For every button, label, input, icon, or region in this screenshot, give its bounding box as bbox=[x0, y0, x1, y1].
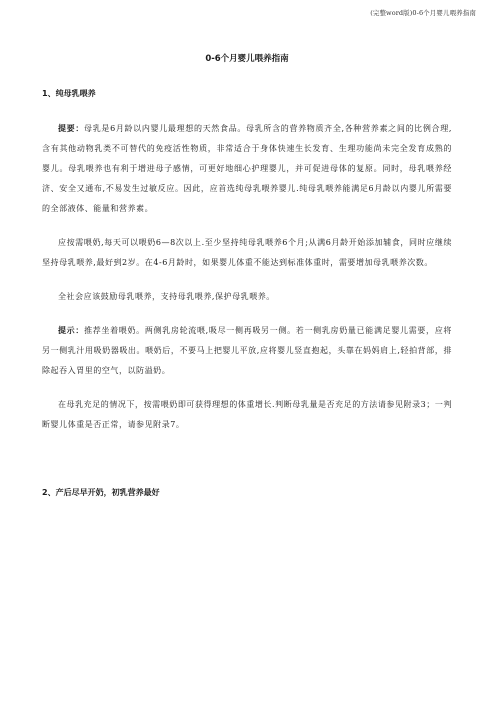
paragraph-summary-lead: 提要： bbox=[58, 124, 85, 133]
section-heading-breastfeeding: 1、纯母乳喂养 bbox=[42, 89, 96, 98]
paragraph-weight-gain: 在母乳充足的情况下，按需喂奶即可获得理想的体重增长.判断母乳量是否充足的方法请参见附录3；一判断婴儿体重是否正常，请参见附录7。 bbox=[42, 400, 452, 429]
paragraph-tips-body: 推荐坐着喂奶。两侧乳房轮流喂,吸尽一侧再吸另一侧。若一侧乳房奶量已能满足婴儿需要，应将另一侧乳汁用吸奶器吸出。喂奶后，不要马上把婴儿平放,应将婴儿竖直抱起，头靠在妈妈肩上,轻拍背部，排除起吞入胃里的空气，以防溢奶。 bbox=[42, 326, 452, 375]
paragraph-tips bbox=[42, 321, 452, 381]
section-heading-colostrum: 2、产后尽早开奶，初乳营养最好 bbox=[42, 488, 160, 497]
paragraph-feeding-frequency: 应按需喂奶,每天可以喂奶6—8次以上.至少坚持纯母乳喂养6个月;从满6月龄开始添加辅食，同时应继续坚持母乳喂养,最好到2岁。在4-6月龄时，如果婴儿体重不能达到标准体重时，需要增加母乳喂养次数。 bbox=[42, 238, 452, 267]
running-header: (完整word版)0-6个月婴儿喂养指南 bbox=[370, 9, 476, 17]
paragraph-summary-body: 母乳是6月龄以内婴儿最理想的天然食品。母乳所含的营养物质齐全,各种营养素之间的比例合理,含有其他动物乳类不可替代的免疫活性物质，非常适合于身体快速生长发育、生理功能尚未完全发育成熟的婴儿。母乳喂养也有利于增进母子感情，可更好地细心护理婴儿，并可促进母体的复原。同时，母乳喂养经济、安全又通布,不易发生过敏反应。因此，应首选纯母乳喂养婴儿.纯母乳喂养能满足6月龄以内婴儿所需要的全部液体、能量和营养素。 bbox=[42, 124, 452, 213]
paragraph-tips-lead: 提示： bbox=[58, 326, 85, 335]
document-page bbox=[42, 52, 452, 498]
paragraph-society-support: 全社会应该鼓励母乳喂养，支持母乳喂养,保护母乳喂养。 bbox=[58, 292, 275, 301]
paragraph-summary bbox=[42, 119, 452, 219]
document-title: 0-6个月婴儿喂养指南 bbox=[205, 54, 289, 64]
